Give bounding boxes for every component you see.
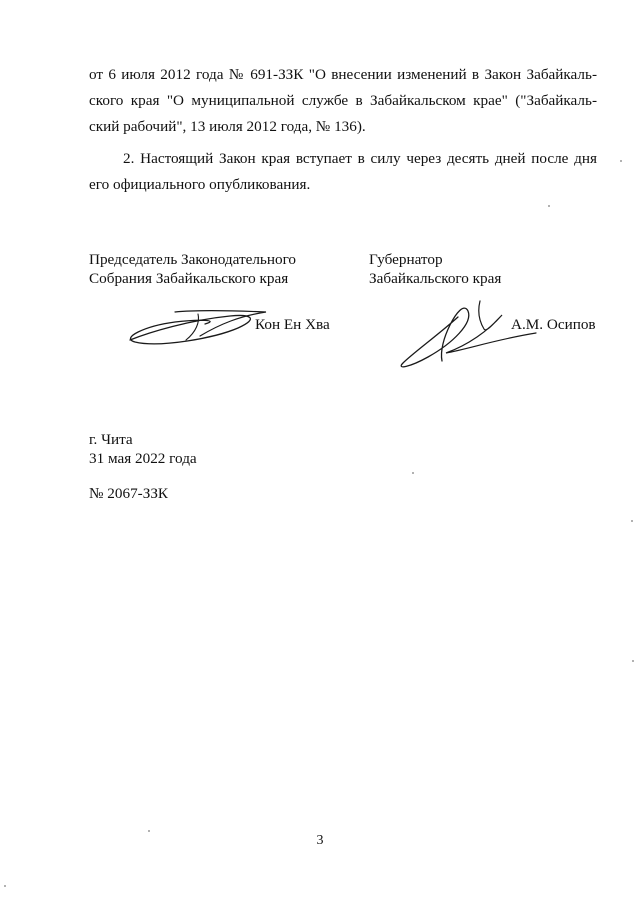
chairman-signature	[120, 302, 270, 352]
governor-title	[369, 250, 501, 288]
scan-speck	[620, 160, 622, 162]
paragraph-line: 2. Настоящий Закон края вступает в силу через десять дней после дня	[123, 150, 597, 167]
law-text-paragraph-entry-into-force	[89, 146, 597, 198]
law-text-paragraph-continuation	[89, 62, 597, 140]
governor-title-line: Губернатор	[369, 251, 443, 268]
chairman-title-line: Собрания Забайкальского края	[89, 270, 289, 287]
governor-title-line: Забайкальского края	[369, 270, 502, 287]
scan-speck	[412, 472, 414, 474]
chairman-title-line: Председатель Законодательного	[89, 251, 297, 268]
governor-signature	[398, 295, 538, 375]
governor-name: А.М. Осипов	[511, 316, 596, 333]
scan-speck	[4, 885, 6, 887]
paragraph-line: ского края "О муниципальной службе в Забайкальском крае" ("Забайкаль-	[89, 92, 597, 109]
adoption-date: 31 мая 2022 года	[89, 450, 197, 467]
law-number: № 2067-ЗЗК	[89, 485, 169, 502]
paragraph-line: ский рабочий", 13 июля 2012 года, № 136).	[89, 118, 366, 135]
chairman-name: Кон Ен Хва	[255, 316, 330, 333]
paragraph-line: его официального опубликования.	[89, 176, 311, 193]
scan-speck	[632, 660, 634, 662]
scan-speck	[548, 205, 550, 207]
page-number: 3	[316, 833, 324, 848]
paragraph-line: от 6 июля 2012 года № 691-ЗЗК "О внесении изменений в Закон Забайкаль-	[89, 66, 597, 83]
adoption-city: г. Чита	[89, 431, 133, 448]
scan-speck	[148, 830, 150, 832]
chairman-title	[89, 250, 296, 288]
scan-speck	[631, 520, 633, 522]
